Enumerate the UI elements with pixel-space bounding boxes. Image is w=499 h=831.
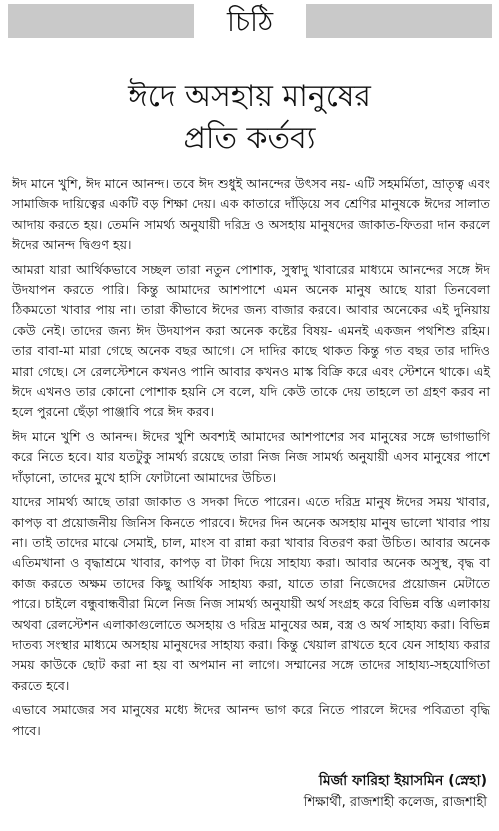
headline-line-2: প্রতি কর্তব্য xyxy=(183,121,316,156)
paragraph-1: ঈদ মানে খুশি, ঈদ মানে আনন্দ। তবে ঈদ শুধুই আনন্দের উৎসব নয়- এটি সহমর্মিতা, ভ্রাতৃত্ব এবং সামাজিক দায়িত্বের একটি বড় শিক্ষা দেয়। এক কাতারে দাঁড়িয়ে সব শ্রেণির মানুষকে ঈদের সালাত আদায় করতে হয়। তেমনি সামর্থ্য অনুযায়ী দরিদ্র ও অসহায় মানুষদের জাকাত-ফিতরা দান করলে ঈদের আনন্দ দ্বিগুণ হয়। xyxy=(12,176,490,253)
paragraph-5: এভাবে সমাজের সব মানুষের মধ্যে ঈদের আনন্দ ভাগ করে নিতে পারলে ঈদের পবিত্রতা বৃদ্ধি পাবে। xyxy=(12,702,490,738)
section-header xyxy=(0,0,499,44)
header-bar-left xyxy=(8,4,194,38)
paragraph-2: আমরা যারা আর্থিকভাবে সচ্ছল তারা নতুন পোশাক, সুস্বাদু খাবারের মাধ্যমে আনন্দের সঙ্গে ঈদ উদযাপন করতে পারি। কিন্তু আমাদের আশপাশে এমন অনেক মানুষ আছে যারা তিনবেলা ঠিকমতো খাবার পায় না। তারা কীভাবে ঈদের জন্য বাজার করবে। আবার অনেকের এই দুনিয়ায় কেউ নেই। তাদের জন্য ঈদ উদযাপন করা অনেক কষ্টের বিষয়- এমনই একজন পথশিশু রহিম। তার বাবা-মা মারা গেছে অনেক বছর আগে। সে দাদির কাছে থাকত কিন্তু গত বছর তার দাদিও মারা গেছে। সে রেলস্টেশনে কখনও পানি আবার কখনও মাস্ক বিক্রি করে এবং স্টেশনে থাকে। এই ঈদে এখনও তার কোনো পোশাক হয়নি সে বলে, যদি কেউ তাকে দেয় তাহলে তা গ্রহণ করব না হলে পুরনো ছেঁড়া পাঞ্জাবি পরে ঈদ করব। xyxy=(12,261,490,420)
article-body xyxy=(12,174,490,745)
paragraph-3: ঈদ মানে খুশি ও আনন্দ। ঈদের খুশি অবশ্যই আমাদের আশপাশের সব মানুষের সঙ্গে ভাগাভাগি করে নিতে হবে। যার যতটুকু সামর্থ্য রয়েছে তারা নিজ নিজ সামর্থ্য অনুযায়ী এসব মানুষের পাশে দাঁড়ানো, তাদের মুখে হাসি ফোটানো আমাদের উচিত। xyxy=(12,428,490,485)
header-bar-right xyxy=(306,4,492,38)
headline xyxy=(0,76,499,160)
author-name: মির্জা ফারিহা ইয়াসমিন (স্নেহা) xyxy=(318,773,487,789)
headline-line-1: ঈদে অসহায় মানুষের xyxy=(128,79,371,114)
section-label: চিঠি xyxy=(226,5,274,38)
author-affiliation: শিক্ষার্থী, রাজশাহী কলেজ, রাজশাহী xyxy=(303,795,487,810)
byline xyxy=(304,770,487,814)
paragraph-4: যাদের সামর্থ্য আছে তারা জাকাত ও সদকা দিতে পারেন। এতে দরিদ্র মানুষ ঈদের সময় খাবার, কাপড় বা প্রয়োজনীয় জিনিস কিনতে পারবে। ঈদের দিন অনেক অসহায় মানুষ ভালো খাবার পায় না। তাই তাদের মাঝে সেমাই, চাল, মাংস বা রান্না করা খাবার বিতরণ করা উচিত। আবার অনেক এতিমখানা ও বৃদ্ধাশ্রমে খাবার, কাপড় বা টাকা দিয়ে সাহায্য করা। আবার অনেক অসুস্থ, বৃদ্ধ বা কাজ করতে অক্ষম তাদের কিছু আর্থিক সাহায্য করা, যাতে তারা নিজেদের প্রয়োজন মেটাতে পারে। চাইলে বন্ধুবান্ধবীরা মিলে নিজ নিজ সামর্থ্য অনুযায়ী অর্থ সংগ্রহ করে বিভিন্ন বস্তি এলাকায় অথবা রেলস্টেশন এলাকাগুলোতে অসহায় ও দরিদ্র মানুষের অন্ন, বস্ত্র ও অর্থ সাহায্য করা। বিভিন্ন দাতব্য সংস্থার মাধ্যমে অসহায় মানুষদের সাহায্য করা। কিন্তু খেয়াল রাখতে হবে যেন সাহায্য করার সময় কাউকে ছোট করা না হয় বা অপমান না লাগে। সম্মানের সঙ্গে তাদের সাহায্য-সহযোগিতা করতে হবে। xyxy=(12,494,490,693)
